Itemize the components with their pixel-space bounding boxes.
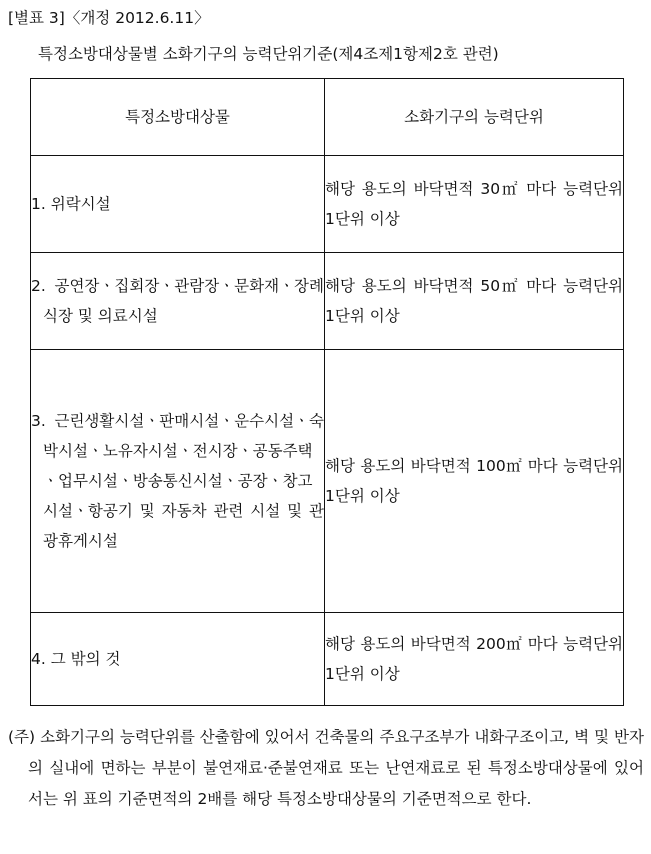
facility-text: 4. 그 밖의 것: [31, 650, 121, 668]
table-row: [31, 350, 624, 613]
facility-cell: [31, 350, 325, 613]
page-title: 특정소방대상물별 소화기구의 능력단위기준(제4조제1항제2호 관련): [38, 45, 499, 63]
ability-cell: 해당 용도의 바닥면적 100㎡ 마다 능력단위 1단위 이상: [325, 350, 624, 613]
facility-cell: [31, 156, 325, 253]
ability-cell: 해당 용도의 바닥면적 200㎡ 마다 능력단위 1단위 이상: [325, 613, 624, 706]
facility-cell: [31, 613, 325, 706]
facility-cell: [31, 253, 325, 350]
annex-reference: [별표 3]〈개정 2012.6.11〉: [8, 9, 210, 27]
column-header-ability: 소화기구의 능력단위: [325, 79, 624, 156]
fire-extinguisher-ability-table: [30, 78, 624, 706]
facility-text: 2. 공연장ㆍ집회장ㆍ관람장ㆍ문화재ㆍ장례식장 및 의료시설: [31, 277, 324, 325]
facility-text: 1. 위락시설: [31, 195, 111, 213]
table-row: [31, 253, 624, 350]
table-header-row: [31, 79, 624, 156]
ability-cell: 해당 용도의 바닥면적 30㎡ 마다 능력단위 1단위 이상: [325, 156, 624, 253]
ability-cell: 해당 용도의 바닥면적 50㎡ 마다 능력단위 1단위 이상: [325, 253, 624, 350]
table-row: [31, 156, 624, 253]
facility-text: 3. 근린생활시설ㆍ판매시설ㆍ운수시설ㆍ숙박시설ㆍ노유자시설ㆍ전시장ㆍ공동주택ㆍ업무시설ㆍ방송통신시설ㆍ공장ㆍ창고시설ㆍ항공기 및 자동차 관련 시설 및 관광휴게시설: [31, 412, 324, 550]
column-header-facility: 특정소방대상물: [31, 79, 325, 156]
table-row: [31, 613, 624, 706]
footnote: (주) 소화기구의 능력단위를 산출함에 있어서 건축물의 주요구조부가 내화구조이고, 벽 및 반자의 실내에 면하는 부분이 불연재료·준불연재료 또는 난연재료로 된 특정소방대상물에 있어서는 위 표의 기준면적의 2배를 해당 특정소방대상물의 기준면적으로 한다.: [8, 728, 644, 808]
